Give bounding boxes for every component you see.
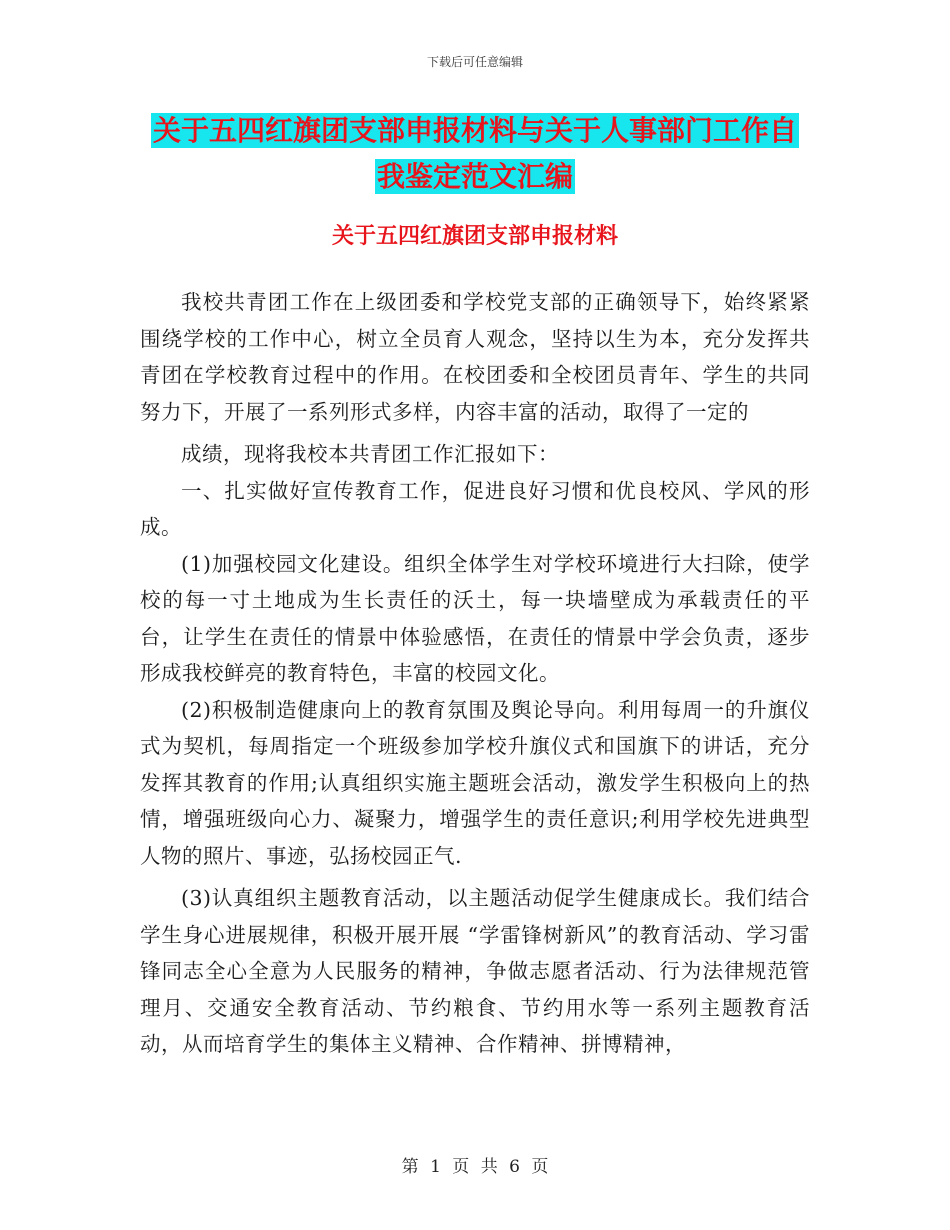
document-title [0, 108, 950, 200]
paragraph: 我校共青团工作在上级团委和学校党支部的正确领导下，始终紧紧围绕学校的工作中心，树立全员育人观念，坚持以生为本，充分发挥共青团在学校教育过程中的作用。在校团委和全校团员青年、学生的共同努力下，开展了一系列形式多样，内容丰富的活动，取得了一定的 [140, 290, 810, 424]
paragraph: 一、扎实做好宣传教育工作，促进良好习惯和优良校风、学风的形成。 [140, 478, 810, 539]
page-header-note: 下载后可任意编辑 [426, 55, 523, 69]
page-footer: 第 1 页 共 6 页 [401, 1157, 549, 1177]
document-title-line-1: 关于五四红旗团支部申报材料与关于人事部门工作自 [152, 114, 797, 147]
paragraph: 成绩，现将我校本共青团工作汇报如下： [181, 442, 559, 466]
paragraph: (2)积极制造健康向上的教育氛围及舆论导向。利用每周一的升旗仪式为契机，每周指定一个班级参加学校升旗仪式和国旗下的讲话，充分发挥其教育的作用;认真组织实施主题班会活动，激发学生积极向上的热情，增强班级向心力、凝聚力，增强学生的责任意识;利用学校先进典型人物的照片、事迹，弘扬校园正气. [140, 697, 810, 868]
document-body [140, 284, 810, 1063]
section-title: 关于五四红旗团支部申报材料 [331, 224, 618, 249]
paragraph: (1)加强校园文化建设。组织全体学生对学校环境进行大扫除，使学校的每一寸土地成为生长责任的沃土，每一块墙壁成为承载责任的平台，让学生在责任的情景中体验感悟，在责任的情景中学会负责，逐步形成我校鲜亮的教育特色，丰富的校园文化。 [140, 551, 810, 685]
paragraph: (3)认真组织主题教育活动，以主题活动促学生健康成长。我们结合学生身心进展规律，积极开展开展 “学雷锋树新风”的教育活动、学习雷锋同志全心全意为人民服务的精神，争做志愿者活动、行为法律规范管理月、交通安全教育活动、节约粮食、节约用水等一系列主题教育活动，从而培育学生的集体主义精神、合作精神、拼博精神， [140, 886, 810, 1056]
document-title-line-2: 我鉴定范文汇编 [376, 160, 573, 193]
